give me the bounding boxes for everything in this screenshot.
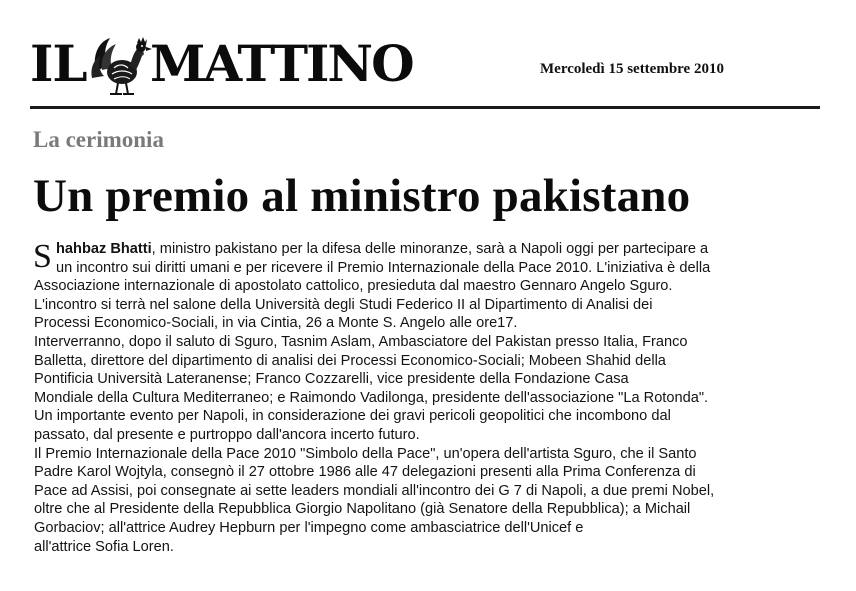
rooster-icon <box>88 34 154 96</box>
body-line: Associazione internazionale di apostolato cattolico, presieduta dal maestro Gennaro Angelo Sguro. <box>34 278 673 295</box>
body-line: oltre che al Presidente della Repubblica Giorgio Napolitano (già Senatore della Repubblica); a Michail <box>34 501 691 518</box>
body-line: Mondiale della Cultura Mediterraneo; e Raimondo Vadilonga, presidente dell'associazione "La Rotonda". <box>34 389 709 406</box>
lead-name: hahbaz Bhatti <box>56 241 152 257</box>
drop-cap: S <box>33 238 52 275</box>
body-line: all'attrice Sofia Loren. <box>34 538 174 555</box>
body-line: Processi Economico-Sociali, in via Cintia, 26 a Monte S. Angelo alle ore17. <box>34 315 518 332</box>
masthead-mattino: MATTINO <box>150 34 413 93</box>
issue-date: Mercoledì 15 settembre 2010 <box>540 61 724 77</box>
body-line: Il Premio Internazionale della Pace 2010 "Simbolo della Pace", un'opera dell'artista Sguro, che il Santo <box>34 445 697 462</box>
body-line: Un importante evento per Napoli, in considerazione dei gravi pericoli geopolitici che incombono dal <box>34 408 671 425</box>
article-headline: Un premio al ministro pakistano <box>33 170 691 222</box>
masthead-il: IL <box>30 34 87 93</box>
body-line: hahbaz Bhatti, ministro pakistano per la difesa delle minoranze, sarà a Napoli oggi per partecipare a <box>56 241 709 257</box>
body-line: Gorbaciov; all'attrice Audrey Hepburn per l'impegno come ambasciatrice dell'Unicef e <box>34 519 584 536</box>
masthead-divider <box>30 106 820 109</box>
body-line: Pontificia Università Lateranense; Franco Cozzarelli, vice presidente della Fondazione Casa <box>34 371 629 388</box>
body-line: un incontro sui diritti umani e per ricevere il Premio Internazionale della Pace 2010. L'iniziativa è della <box>56 259 711 276</box>
article-kicker: La cerimonia <box>33 127 164 152</box>
body-line: passato, dal presente e purtroppo dall'ancora incerto futuro. <box>34 426 420 443</box>
article-body <box>34 240 824 556</box>
body-line: Pace ad Assisi, poi consegnate ai sette leaders mondiali all'incontro dei G 7 di Napoli, a due premi Nobel, <box>34 482 715 499</box>
body-line: Padre Karol Wojtyla, consegnò il 27 ottobre 1986 alle 47 delegazioni presenti alla Prima Conferenza di <box>34 464 696 481</box>
body-line: Interverranno, dopo il saluto di Sguro, Tasnim Aslam, Ambasciatore del Pakistan presso Italia, Franco <box>34 333 688 350</box>
masthead-logo <box>30 34 430 94</box>
body-line: Balletta, direttore del dipartimento di analisi dei Processi Economico-Sociali; Mobeen Shahid della <box>34 352 666 369</box>
body-line: L'incontro si terrà nel salone della Università degli Studi Federico II al Dipartimento di Analisi dei <box>34 296 653 313</box>
